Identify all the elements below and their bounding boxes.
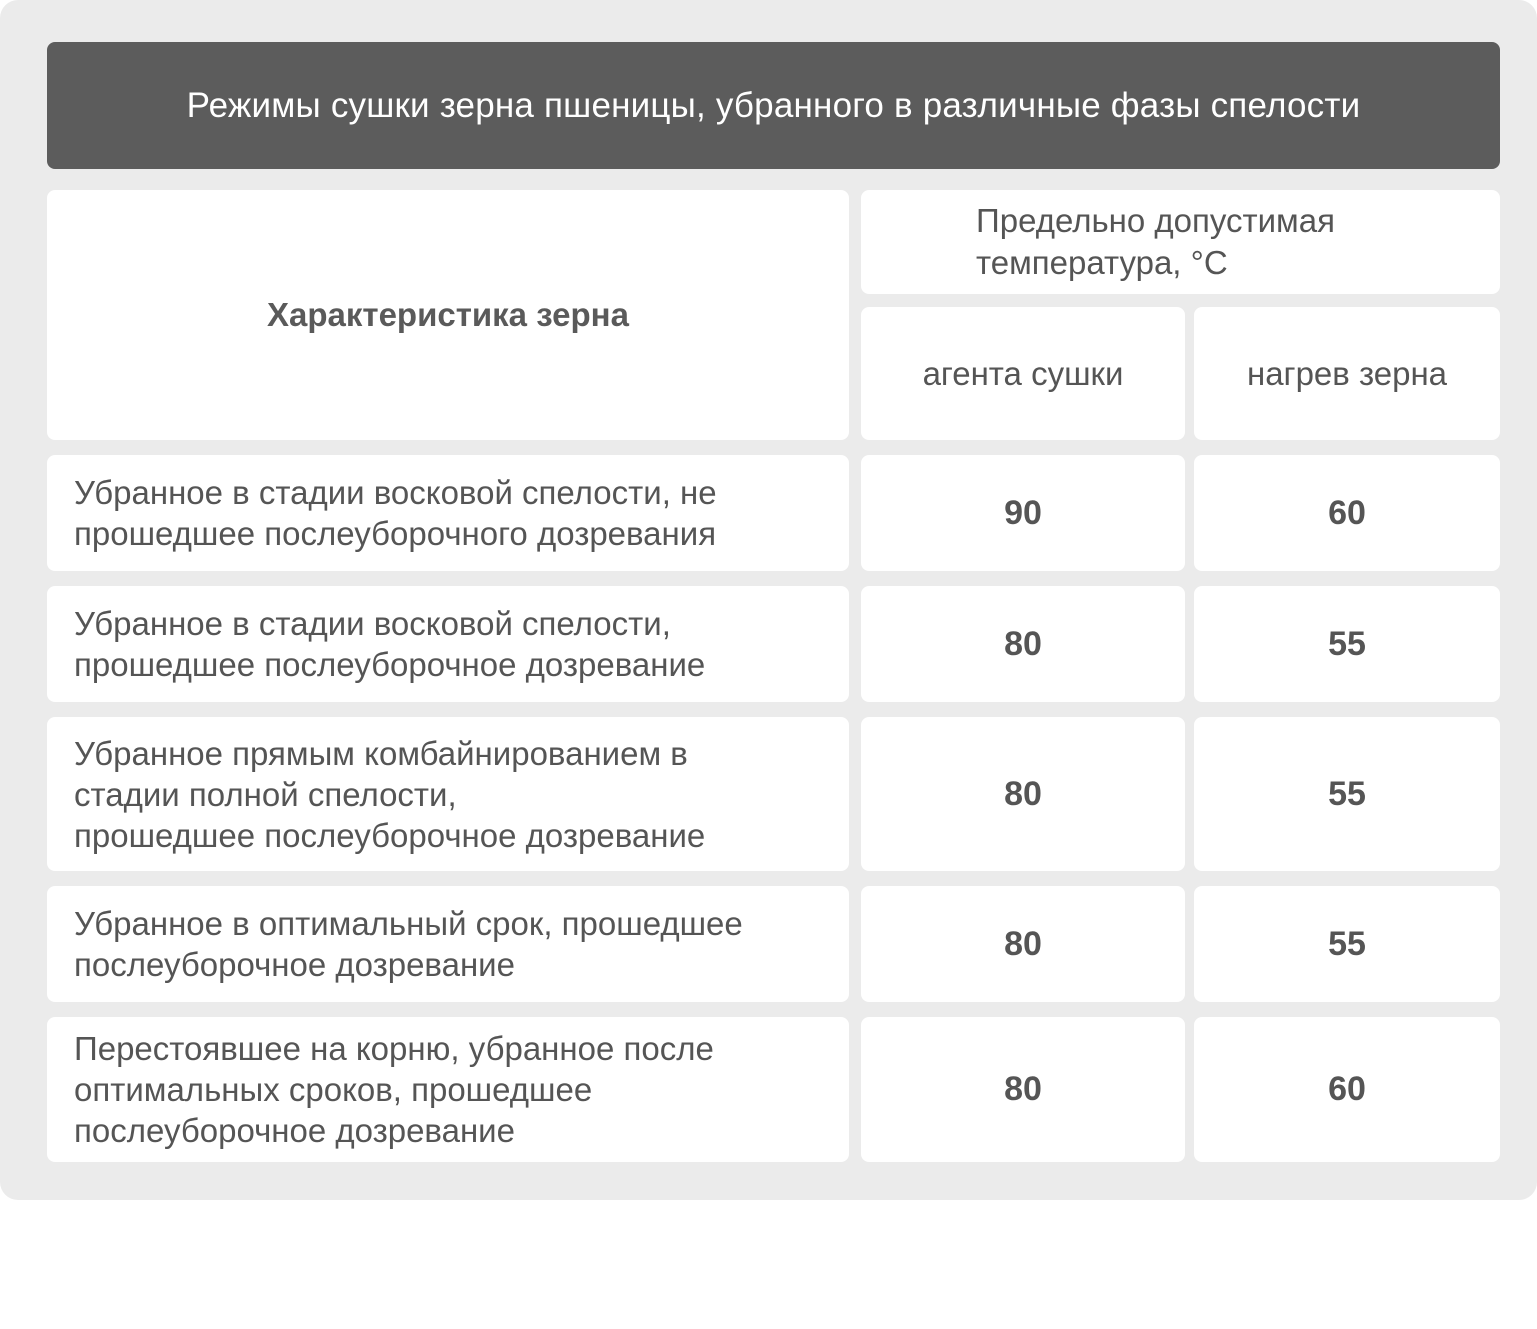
- header-grain-heating: нагрев зерна: [1194, 307, 1500, 440]
- row-2-grain-temp: 55: [1194, 586, 1500, 702]
- row-3-description: Убранное прямым комбайнированием в стадии полной спелости, прошедшее послеуборочное дозревание: [47, 717, 849, 871]
- header-max-temperature: Предельно допустимая температура, °С: [861, 190, 1500, 294]
- row-2-agent-temp: 80: [861, 586, 1185, 702]
- row-2-description: Убранное в стадии восковой спелости, прошедшее послеуборочное дозревание: [47, 586, 849, 702]
- row-1-grain-temp: 60: [1194, 455, 1500, 571]
- row-1-description: Убранное в стадии восковой спелости, не прошедшее послеуборочного дозревания: [47, 455, 849, 571]
- row-3-agent-temp: 80: [861, 717, 1185, 871]
- row-3-grain-temp: 55: [1194, 717, 1500, 871]
- row-4-agent-temp: 80: [861, 886, 1185, 1002]
- row-5-grain-temp: 60: [1194, 1017, 1500, 1162]
- row-5-agent-temp: 80: [861, 1017, 1185, 1162]
- header-drying-agent: агента сушки: [861, 307, 1185, 440]
- table-title: Режимы сушки зерна пшеницы, убранного в различные фазы спелости: [47, 42, 1500, 169]
- header-characteristic: Характеристика зерна: [47, 190, 849, 440]
- row-4-grain-temp: 55: [1194, 886, 1500, 1002]
- row-4-description: Убранное в оптимальный срок, прошедшее послеуборочное дозревание: [47, 886, 849, 1002]
- row-1-agent-temp: 90: [861, 455, 1185, 571]
- row-5-description: Перестоявшее на корню, убранное после оптимальных сроков, прошедшее послеуборочное дозревание: [47, 1017, 849, 1162]
